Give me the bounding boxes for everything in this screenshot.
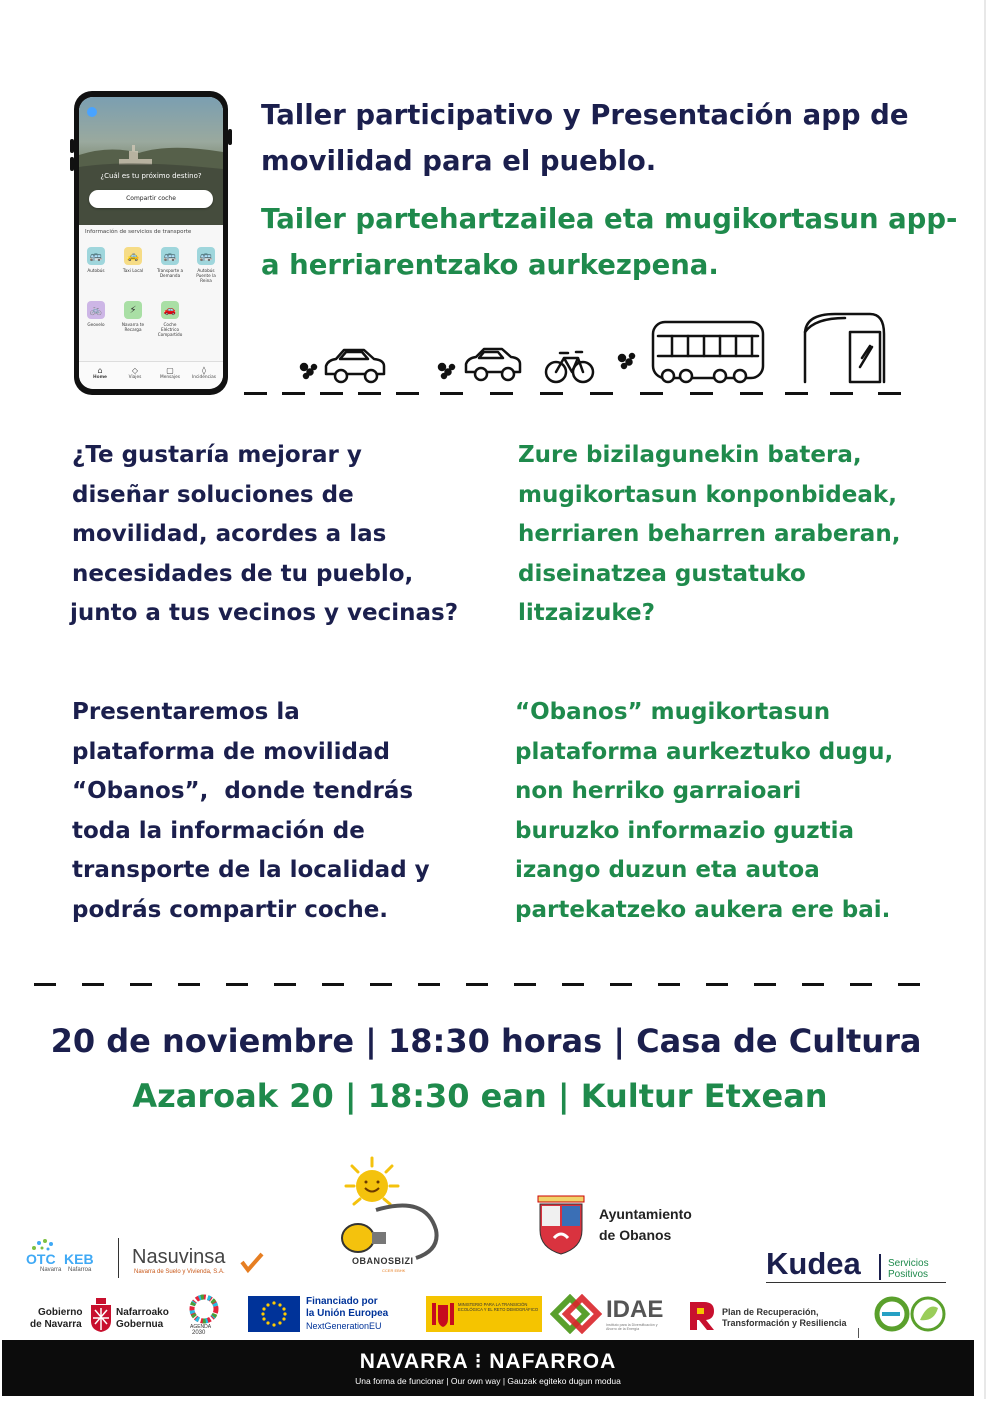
logo-text: OBANOSBIZI: [352, 1256, 414, 1266]
text-line: non herriko garraioari: [515, 778, 802, 804]
bicycle-icon: [546, 352, 593, 382]
text-line: “Obanos”, donde tendrás: [72, 778, 414, 804]
service-label: Geovelo: [87, 322, 105, 327]
exhaust-icon: [619, 354, 634, 368]
footer-brand-separator: ⁝: [474, 1350, 483, 1373]
share-car-button[interactable]: Compartir coche: [89, 190, 213, 208]
bolt-icon: ⚡: [124, 301, 142, 319]
text-line: “Obanos” mugikortasun: [515, 699, 831, 725]
service-bus-puente[interactable]: [191, 247, 221, 283]
lightbulb-sun-icon: [332, 1150, 450, 1262]
logo-text: Gobernua: [116, 1319, 164, 1330]
logo-separator: [118, 1238, 119, 1278]
ministerio-logo: [426, 1296, 542, 1332]
logo-text: OTC: [26, 1251, 56, 1267]
logo-text: KEB: [64, 1251, 94, 1267]
plan-recuperacion-logo: [686, 1298, 862, 1334]
logo-text: Navarra: [40, 1267, 62, 1273]
headline-es: Taller participativo y Presentación app de movilidad para el pueblo.: [261, 99, 909, 177]
bus-stop-icon: [805, 314, 884, 382]
logo-text: Instituto para la Diversificación y Ahorro de la Energía: [606, 1323, 658, 1331]
logo-text: Ayuntamiento: [599, 1206, 692, 1222]
text-line: plataforma de movilidad: [72, 738, 390, 765]
text-line: herriaren beharren araberan,: [518, 521, 901, 547]
text-line: toda la información de: [72, 817, 365, 844]
tab-label: Home: [93, 375, 107, 380]
logo-text: Gobierno: [38, 1307, 83, 1318]
message-icon: ▢: [166, 366, 174, 375]
tab-incidents[interactable]: [189, 366, 219, 380]
text-line: necesidades de tu pueblo,: [72, 560, 414, 587]
event-date-es: 20 de noviembre | 18:30 horas | Casa de Cultura: [50, 1022, 922, 1060]
service-label: Transporte a Demanda: [156, 268, 184, 278]
text-line: izango duzun eta autoa: [515, 857, 820, 883]
tab-label: Mensajes: [159, 375, 181, 380]
text-line: diseinatzea gustatuko: [518, 560, 806, 587]
text-line: podrás compartir coche.: [72, 896, 389, 923]
footer-bar: [2, 1340, 974, 1396]
text-line: partekatzeko aukera ere bai.: [515, 896, 891, 923]
car-icon: 🚗: [161, 301, 179, 319]
logo-text: Servicios: [888, 1258, 929, 1269]
logo-text: Navarra de Suelo y Vivienda, S.A.: [134, 1269, 225, 1275]
phone-mockup: [74, 91, 228, 395]
phone-screen: [79, 97, 223, 389]
exhaust-icon: [439, 364, 454, 378]
text-line: diseñar soluciones de: [72, 481, 354, 508]
eco-leaf-icon: [872, 1294, 952, 1336]
service-on-demand[interactable]: [155, 247, 185, 278]
service-label: Coche Eléctrico Compartido: [157, 322, 183, 337]
phone-volume-button: [70, 139, 74, 153]
service-bus[interactable]: [81, 247, 111, 273]
car-icon: [326, 350, 384, 382]
car-icon: [466, 349, 520, 380]
text-line: litzaizuke?: [518, 600, 655, 626]
service-geovelo[interactable]: [81, 301, 111, 327]
text-line: mugikortasun konponbideak,: [518, 481, 897, 508]
intro-eu: [518, 436, 900, 634]
headline-eu: Tailer partehartzailea eta mugikortasun app-a herriarentzako aurkezpena.: [261, 203, 958, 281]
eu-flag-icon: [248, 1296, 300, 1332]
presentation-eu: [515, 693, 893, 930]
footer-brand-right: NAFARROA: [489, 1350, 617, 1373]
services-title: Información de servicios de transporte: [85, 229, 192, 235]
bus-icon: 🚌: [87, 247, 105, 265]
exhaust-icon: [301, 364, 316, 378]
tab-label: Viajes: [128, 375, 142, 380]
service-label: Autobús: [87, 268, 105, 273]
sdg-wheel-icon: [189, 1294, 219, 1324]
logo-text: Plan de Recuperación,: [722, 1307, 819, 1317]
logo-text: Nafarroa: [68, 1267, 92, 1273]
footer-brand: [2, 1349, 974, 1374]
bus-icon: 🚌: [161, 247, 179, 265]
tab-bar: [79, 361, 223, 389]
spain-crest-icon: [430, 1299, 456, 1329]
idae-logo: [550, 1294, 666, 1334]
ayuntamiento-logo: [536, 1194, 726, 1256]
obanosbizi-logo: [332, 1150, 450, 1273]
logo-text: la Unión Europea: [306, 1308, 389, 1319]
service-label: Autobús Puente la Reina: [196, 268, 216, 283]
home-icon: ⌂: [97, 366, 103, 375]
service-recharge[interactable]: [118, 301, 148, 332]
idae-emblem-icon: [550, 1294, 602, 1334]
text-line: Presentaremos la: [72, 699, 300, 725]
eu-funding-logo: [248, 1296, 408, 1334]
text-line: Zure bizilagunekin batera,: [518, 442, 862, 468]
nasuvinsa-logo: [132, 1246, 272, 1280]
text-line: ¿Te gustaría mejorar y: [72, 442, 362, 468]
footer-tagline: Una forma de funcionar | Our own way | Gauzak egiteko dugun modua: [355, 1376, 621, 1386]
logo-separator: [858, 1328, 859, 1338]
presentation-es: [72, 693, 430, 930]
warning-icon: ◊: [202, 366, 206, 375]
text-line: transporte de la localidad y: [72, 857, 430, 883]
vehicles-illustration: [240, 312, 920, 402]
phone-volume-button: [70, 157, 74, 171]
footer-brand-left: NAVARRA: [359, 1350, 468, 1373]
text-line: junto a tus vecinos y vecinas?: [70, 600, 459, 626]
logo-text: Financiado por: [306, 1296, 378, 1307]
tab-label: Incidencias: [191, 375, 217, 380]
agenda-2030-logo: [184, 1294, 224, 1338]
eco-logo: [872, 1294, 952, 1336]
text-line: buruzko informazio guztia: [515, 817, 855, 844]
text-line: movilidad, acordes a las: [72, 521, 387, 547]
route-icon: ◇: [131, 366, 139, 375]
logo-text: MINISTERIO PARA LA TRANSICIÓN ECOLÓGICA Y EL RETO DEMOGRÁFICO: [458, 1302, 539, 1312]
phone-side-button: [228, 129, 232, 145]
logo-text: NextGenerationEU: [306, 1321, 382, 1331]
otc-logo: [24, 1236, 120, 1276]
gobierno-navarra-logo: [30, 1298, 180, 1334]
bicycle-icon: 🚲: [87, 301, 105, 319]
logo-text: Transformación y Resiliencia: [722, 1318, 847, 1328]
service-label: Taxi Local: [122, 268, 144, 273]
logo-text: de Obanos: [599, 1227, 672, 1243]
service-label: Navarra te Recarga: [121, 322, 145, 332]
logo-text: Positivos: [888, 1269, 929, 1280]
logo-text: Nasuvinsa: [132, 1246, 226, 1268]
logo-text: CCER EBHK: [382, 1268, 406, 1273]
service-taxi[interactable]: [118, 247, 148, 273]
eu-stars: [248, 1296, 300, 1332]
bus-icon: [653, 322, 763, 382]
plan-r-icon: [686, 1298, 718, 1330]
text-line: plataforma aurkeztuko dugu,: [515, 738, 894, 765]
logo-text: AGENDA: [190, 1324, 212, 1330]
taxi-icon: 🚕: [124, 247, 142, 265]
logo-text: de Navarra: [30, 1319, 82, 1330]
hero-question: ¿Cuál es tu próximo destino?: [100, 172, 202, 180]
intro-es: [72, 436, 458, 634]
kudea-logo: [766, 1248, 956, 1286]
tab-home[interactable]: [85, 366, 115, 380]
logo-text: 2030: [192, 1330, 206, 1336]
house-check-icon: [240, 1252, 264, 1274]
bus-icon: 🚌: [197, 247, 215, 265]
service-ecar[interactable]: [155, 301, 185, 337]
navarra-shield-icon: [90, 1298, 112, 1332]
logo-text: Kudea: [766, 1246, 861, 1281]
logo-text: IDAE: [606, 1296, 664, 1323]
logo-text: Nafarroako: [116, 1307, 169, 1318]
coat-of-arms-icon: [536, 1194, 586, 1256]
tab-trips[interactable]: [120, 366, 150, 380]
event-date-eu: Azaroak 20 | 18:30 ean | Kultur Etxean: [132, 1077, 828, 1115]
tab-messages[interactable]: [155, 366, 185, 380]
